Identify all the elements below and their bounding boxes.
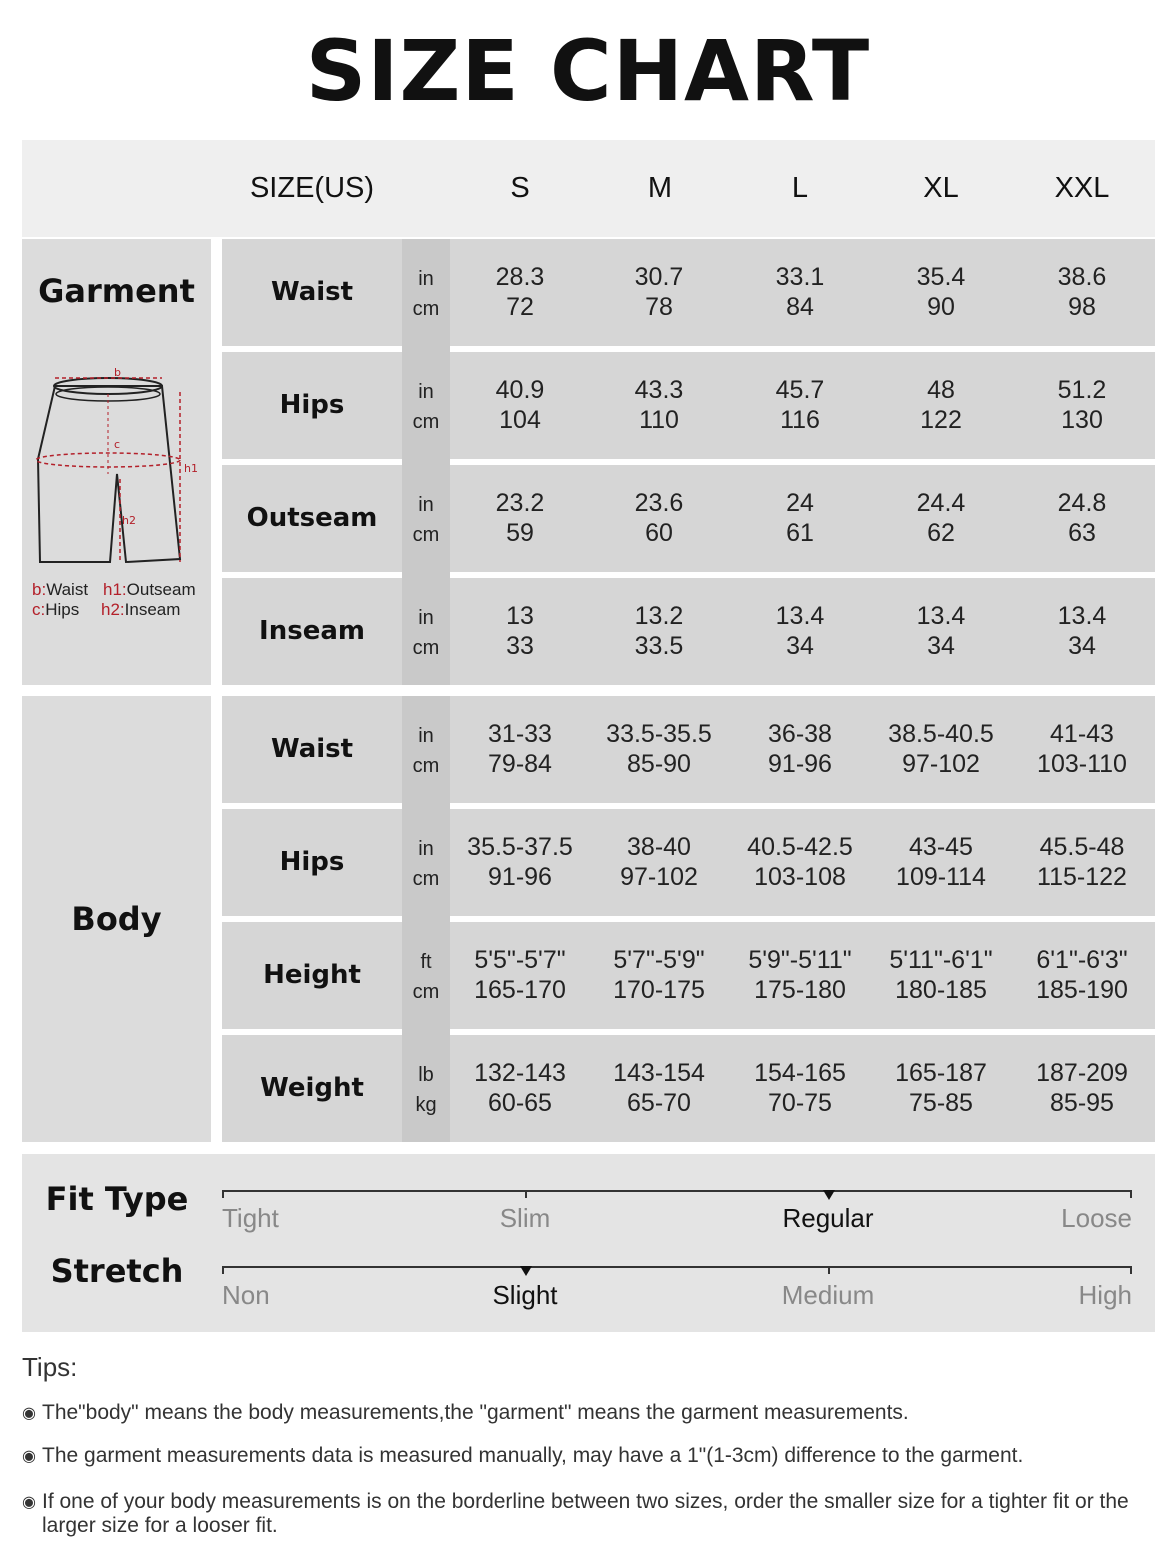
scale-tick <box>525 1190 527 1198</box>
fit-type-option: Regular <box>782 1203 874 1233</box>
table-cell: 48 122 <box>920 376 962 434</box>
scale-tick <box>828 1266 830 1274</box>
fit-type-option: Slim <box>499 1203 551 1233</box>
tip-item: ◉ If one of your body measurements is on the borderline between two sizes, order the smaller size for a tighter fit or the larger size for a looser fit. <box>22 1490 1129 1537</box>
scale-tick <box>222 1190 224 1198</box>
body-row-label: Hips <box>279 847 345 877</box>
stretch-option: Non <box>222 1280 270 1310</box>
size-header-xl: XL <box>923 172 959 204</box>
scale-tick <box>222 1266 224 1274</box>
unit-labels: lb kg <box>415 1064 437 1116</box>
scale-tick <box>1130 1190 1132 1198</box>
stretch-option: Slight <box>492 1280 558 1310</box>
diagram-label-h2: h2 <box>122 514 136 527</box>
table-cell: 38.6 98 <box>1057 263 1107 321</box>
table-cell: 13.4 34 <box>1057 602 1107 660</box>
table-cell: 35.5-37.5 91-96 <box>467 833 573 891</box>
table-cell: 23.6 60 <box>634 489 684 547</box>
table-cell: 51.2 130 <box>1057 376 1107 434</box>
table-cell: 165-187 75-85 <box>895 1059 987 1117</box>
table-cell: 5'11"-6'1" 180-185 <box>889 946 993 1004</box>
size-header-xxl: XXL <box>1054 172 1110 204</box>
size-header-l: L <box>791 172 809 204</box>
table-cell: 41-43 103-110 <box>1037 720 1127 778</box>
selected-marker-icon <box>520 1266 532 1276</box>
tip-item: ◉ The garment measurements data is measured manually, may have a 1"(1-3cm) difference to the garment. <box>22 1444 1024 1467</box>
table-cell: 45.7 116 <box>775 376 825 434</box>
stretch-label: Stretch <box>50 1252 184 1290</box>
tip-item: ◉ The"body" means the body measurements,the "garment" means the garment measurements. <box>22 1401 909 1424</box>
size-header-s: S <box>510 172 530 204</box>
table-cell: 13.4 34 <box>775 602 825 660</box>
page-title: SIZE CHART <box>305 22 871 120</box>
table-cell: 30.7 78 <box>634 263 684 321</box>
stretch-scale <box>222 1266 1132 1268</box>
garment-row-label: Waist <box>270 277 354 307</box>
table-cell: 33.5-35.5 85-90 <box>606 720 712 778</box>
table-cell: 43.3 110 <box>634 376 684 434</box>
table-cell: 40.5-42.5 103-108 <box>747 833 853 891</box>
body-label: Body <box>71 900 162 938</box>
table-cell: 38.5-40.5 97-102 <box>888 720 994 778</box>
legend-outseam: h1:Outseam <box>103 580 196 599</box>
unit-labels: in cm <box>412 725 440 777</box>
unit-labels: ft cm <box>412 951 440 1003</box>
table-cell: 36-38 91-96 <box>768 720 832 778</box>
fit-type-scale <box>222 1190 1132 1192</box>
table-cell: 132-143 60-65 <box>474 1059 566 1117</box>
tips-title: Tips: <box>22 1352 78 1382</box>
fit-type-option: Loose <box>1061 1203 1132 1233</box>
selected-marker-icon <box>823 1190 835 1200</box>
diagram-label-b: b <box>114 366 121 379</box>
table-cell: 5'9"-5'11" 175-180 <box>748 946 852 1004</box>
table-cell: 33.1 84 <box>775 263 825 321</box>
table-cell: 5'7"-5'9" 170-175 <box>613 946 705 1004</box>
table-cell: 23.2 59 <box>495 489 545 547</box>
size-header-m: M <box>647 172 673 204</box>
table-cell: 13.2 33.5 <box>634 602 684 660</box>
table-cell: 28.3 72 <box>495 263 545 321</box>
body-row-label: Height <box>263 960 361 990</box>
table-cell: 24.8 63 <box>1057 489 1107 547</box>
table-cell: 43-45 109-114 <box>896 833 986 891</box>
table-cell: 35.4 90 <box>916 263 966 321</box>
table-cell: 13 33 <box>506 602 534 660</box>
garment-row-label: Hips <box>279 390 345 420</box>
fit-type-label: Fit Type <box>45 1180 189 1218</box>
size-us-header: SIZE(US) <box>249 172 375 204</box>
diagram-label-c: c <box>114 438 121 451</box>
table-cell: 31-33 79-84 <box>488 720 552 778</box>
garment-label: Garment <box>38 272 195 310</box>
garment-row-label: Outseam <box>246 503 378 533</box>
table-cell: 5'5"-5'7" 165-170 <box>474 946 566 1004</box>
legend-waist: b:Waist <box>32 580 89 599</box>
table-cell: 187-209 85-95 <box>1036 1059 1128 1117</box>
garment-row-label: Inseam <box>259 616 365 646</box>
table-cell: 13.4 34 <box>916 602 966 660</box>
table-cell: 38-40 97-102 <box>620 833 698 891</box>
fit-type-option: Tight <box>222 1203 279 1233</box>
table-cell: 24.4 62 <box>916 489 966 547</box>
diagram-label-h1: h1 <box>184 462 198 475</box>
body-row-label: Waist <box>270 734 354 764</box>
stretch-option: High <box>1078 1280 1132 1310</box>
legend-hips: c:Hips <box>32 600 80 619</box>
table-cell: 154-165 70-75 <box>754 1059 846 1117</box>
unit-labels: in cm <box>412 494 440 546</box>
table-cell: 143-154 65-70 <box>613 1059 705 1117</box>
stretch-option: Medium <box>781 1280 875 1310</box>
table-cell: 24 61 <box>786 489 814 547</box>
body-row-label: Weight <box>260 1073 364 1103</box>
scale-tick <box>1130 1266 1132 1274</box>
unit-labels: in cm <box>412 607 440 659</box>
unit-labels: in cm <box>412 838 440 890</box>
unit-labels: in cm <box>412 381 440 433</box>
unit-labels: in cm <box>412 268 440 320</box>
table-cell: 40.9 104 <box>495 376 545 434</box>
legend-inseam: h2:Inseam <box>101 600 181 619</box>
shorts-diagram-icon <box>30 364 210 574</box>
table-cell: 6'1"-6'3" 185-190 <box>1036 946 1128 1004</box>
table-cell: 45.5-48 115-122 <box>1037 833 1127 891</box>
